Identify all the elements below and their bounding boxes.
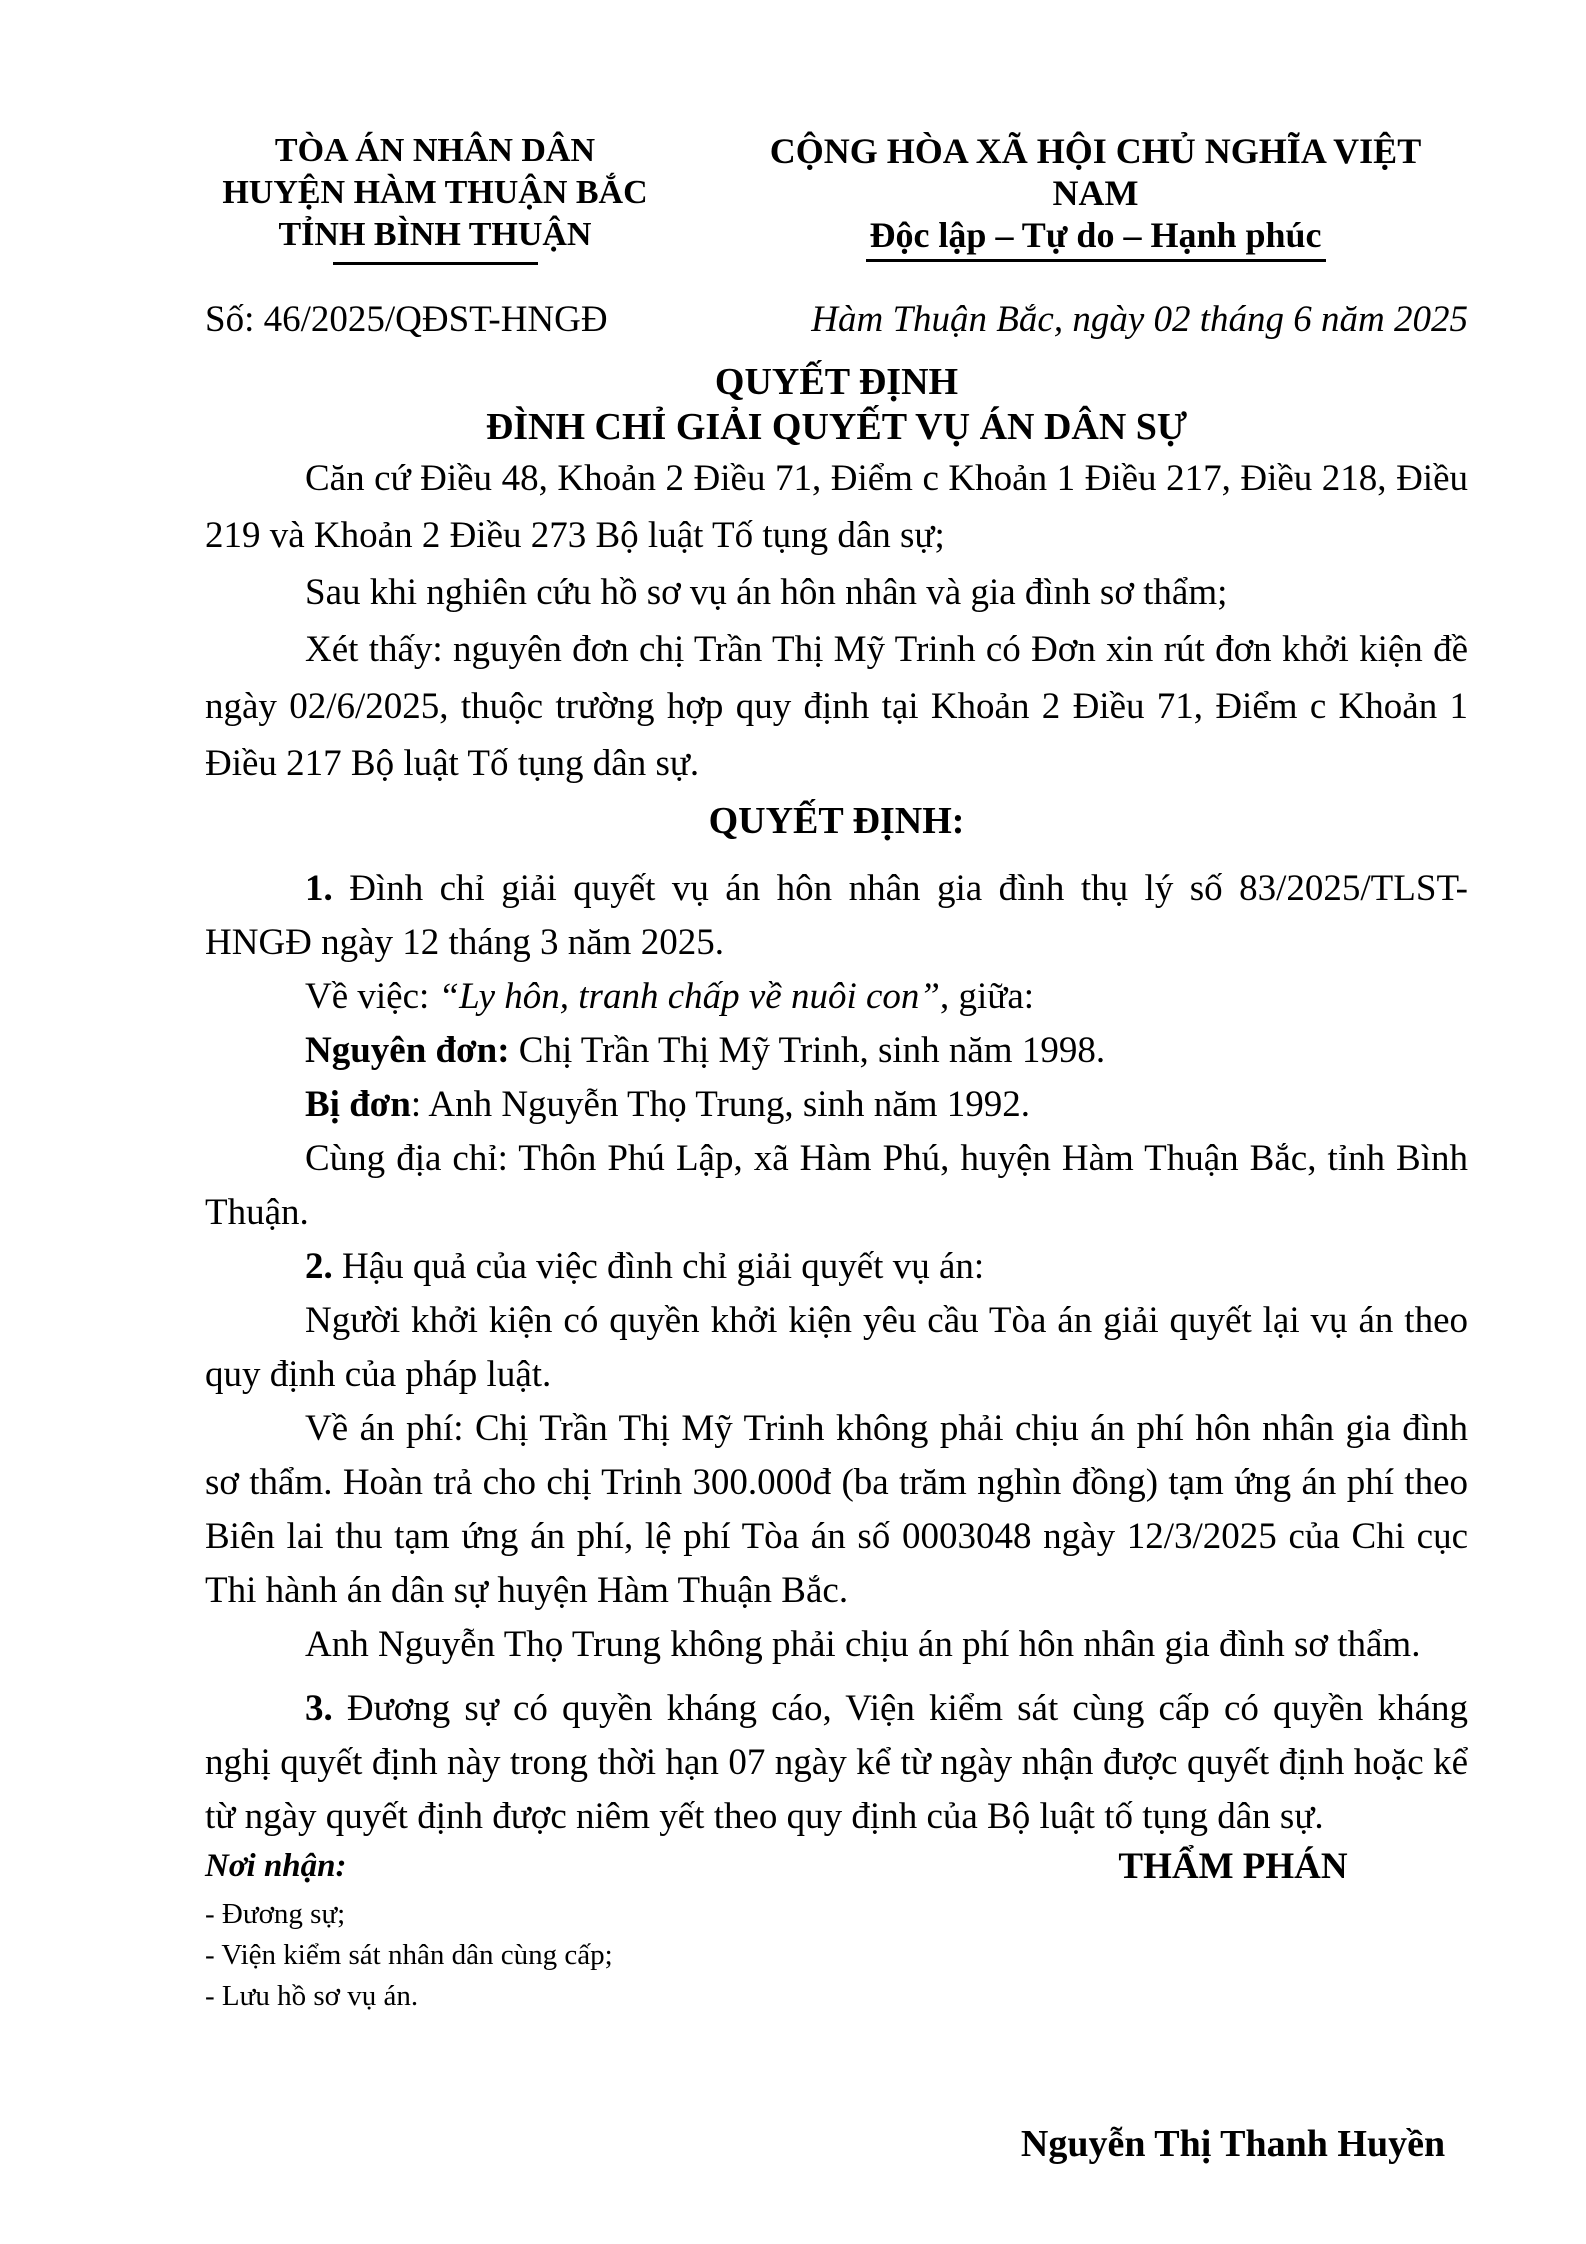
item-2-number: 2. (305, 1246, 333, 1287)
document-number: Số: 46/2025/QĐST-HNGĐ (205, 299, 608, 340)
finding-paragraph: Xét thấy: nguyên đơn chị Trần Thị Mỹ Trinh có Đơn xin rút đơn khởi kiện đề ngày 02/6/2025, thuộc trường hợp quy định tại Khoản 2 Điều 71, Điểm c Khoản 1 Điều 217 Bộ luật Tố tụng dân sự. (205, 629, 1468, 784)
decision-item-2 (205, 1240, 1468, 1294)
issuing-court-block (205, 130, 665, 265)
national-motto-block (723, 130, 1468, 262)
case-name-quote: “Ly hôn, tranh chấp về nuôi con” (438, 976, 940, 1017)
judge-title: THẨM PHÁN (1118, 1846, 1348, 1887)
signature-block (998, 1844, 1468, 2166)
case-tail: , giữa: (940, 976, 1035, 1017)
recipients-list (205, 1894, 998, 2017)
title-line1: QUYẾT ĐỊNH (714, 361, 959, 403)
plaintiff-name: Chị Trần Thị Mỹ Trinh, sinh năm 1998. (509, 1030, 1106, 1071)
fees-paragraph-2: Anh Nguyễn Thọ Trung không phải chịu án phí hôn nhân gia đình sơ thẩm. (305, 1624, 1421, 1665)
recipients-label: Nơi nhận: (205, 1848, 347, 1884)
document-header (205, 130, 1468, 265)
document-title (205, 360, 1468, 450)
address-line: Cùng địa chỉ: Thôn Phú Lập, xã Hàm Phú, huyện Hàm Thuận Bắc, tỉnh Bình Thuận. (205, 1138, 1468, 1233)
plaintiff-label: Nguyên đơn: (305, 1030, 510, 1071)
case-description (205, 970, 1468, 1024)
decision-item-3 (205, 1682, 1468, 1844)
judge-name: Nguyễn Thị Thanh Huyền (1020, 2123, 1446, 2165)
document-footer (205, 1844, 1468, 2166)
court-block-rule (333, 262, 538, 265)
consequence-paragraph: Người khởi kiện có quyền khởi kiện yêu cầu Tòa án giải quyết lại vụ án theo quy định của pháp luật. (205, 1300, 1468, 1395)
defendant-line (205, 1078, 1468, 1132)
case-lead: Về việc: (305, 976, 439, 1017)
court-name-line1: TÒA ÁN NHÂN DÂN (274, 132, 596, 169)
court-name-line2: HUYỆN HÀM THUẬN BẮC (222, 174, 648, 211)
national-title: CỘNG HÒA XÃ HỘI CHỦ NGHĨA VIỆT NAM (769, 131, 1422, 213)
recipient-item: - Viện kiểm sát nhân dân cùng cấp; (205, 1939, 613, 1971)
meta-row (205, 295, 1468, 345)
decision-section (205, 862, 1468, 1844)
court-name-line3: TỈNH BÌNH THUẬN (278, 216, 592, 253)
item-2-text: Hậu quả của việc đình chỉ giải quyết vụ án: (332, 1246, 985, 1287)
plaintiff-line (205, 1024, 1468, 1078)
national-motto: Độc lập – Tự do – Hạnh phúc (869, 215, 1322, 255)
item-1-number: 1. (305, 868, 333, 909)
recipients-block (205, 1844, 998, 2166)
item-1-text: Đình chỉ giải quyết vụ án hôn nhân gia đình thụ lý số 83/2025/TLST-HNGĐ ngày 12 tháng 3 năm 2025. (205, 868, 1468, 963)
motto-rule (866, 259, 1326, 262)
document-body (205, 450, 1468, 1844)
legal-basis-paragraph: Căn cứ Điều 48, Khoản 2 Điều 71, Điểm c Khoản 1 Điều 217, Điều 218, Điều 219 và Khoản 2 Điều 273 Bộ luật Tố tụng dân sự; (205, 458, 1468, 556)
defendant-label: Bị đơn (305, 1084, 411, 1125)
recipient-item: - Lưu hồ sơ vụ án. (205, 1980, 419, 2012)
decision-heading: QUYẾT ĐỊNH: (708, 800, 965, 842)
preamble-section (205, 450, 1468, 792)
place-and-date: Hàm Thuận Bắc, ngày 02 tháng 6 năm 2025 (811, 299, 1468, 340)
defendant-name: : Anh Nguyễn Thọ Trung, sinh năm 1992. (410, 1084, 1030, 1125)
item-3-text: Đương sự có quyền kháng cáo, Viện kiểm sát cùng cấp có quyền kháng nghị quyết định này trong thời hạn 07 ngày kể từ ngày nhận được quyết định hoặc kể từ ngày quyết định được niêm yết theo quy định của Bộ luật tố tụng dân sự. (205, 1688, 1468, 1837)
recipient-item: - Đương sự; (205, 1898, 346, 1930)
review-paragraph: Sau khi nghiên cứu hồ sơ vụ án hôn nhân và gia đình sơ thẩm; (305, 572, 1228, 613)
decision-item-1 (205, 862, 1468, 970)
title-line2: ĐÌNH CHỈ GIẢI QUYẾT VỤ ÁN DÂN SỰ (485, 406, 1188, 448)
item-3-number: 3. (305, 1688, 333, 1729)
fees-paragraph-1: Về án phí: Chị Trần Thị Mỹ Trinh không phải chịu án phí hôn nhân gia đình sơ thẩm. Hoàn trả cho chị Trinh 300.000đ (ba trăm nghìn đồng) tạm ứng án phí theo Biên lai thu tạm ứng án phí, lệ phí Tòa án số 0003048 ngày 12/3/2025 của Chi cục Thi hành án dân sự huyện Hàm Thuận Bắc. (205, 1408, 1468, 1611)
